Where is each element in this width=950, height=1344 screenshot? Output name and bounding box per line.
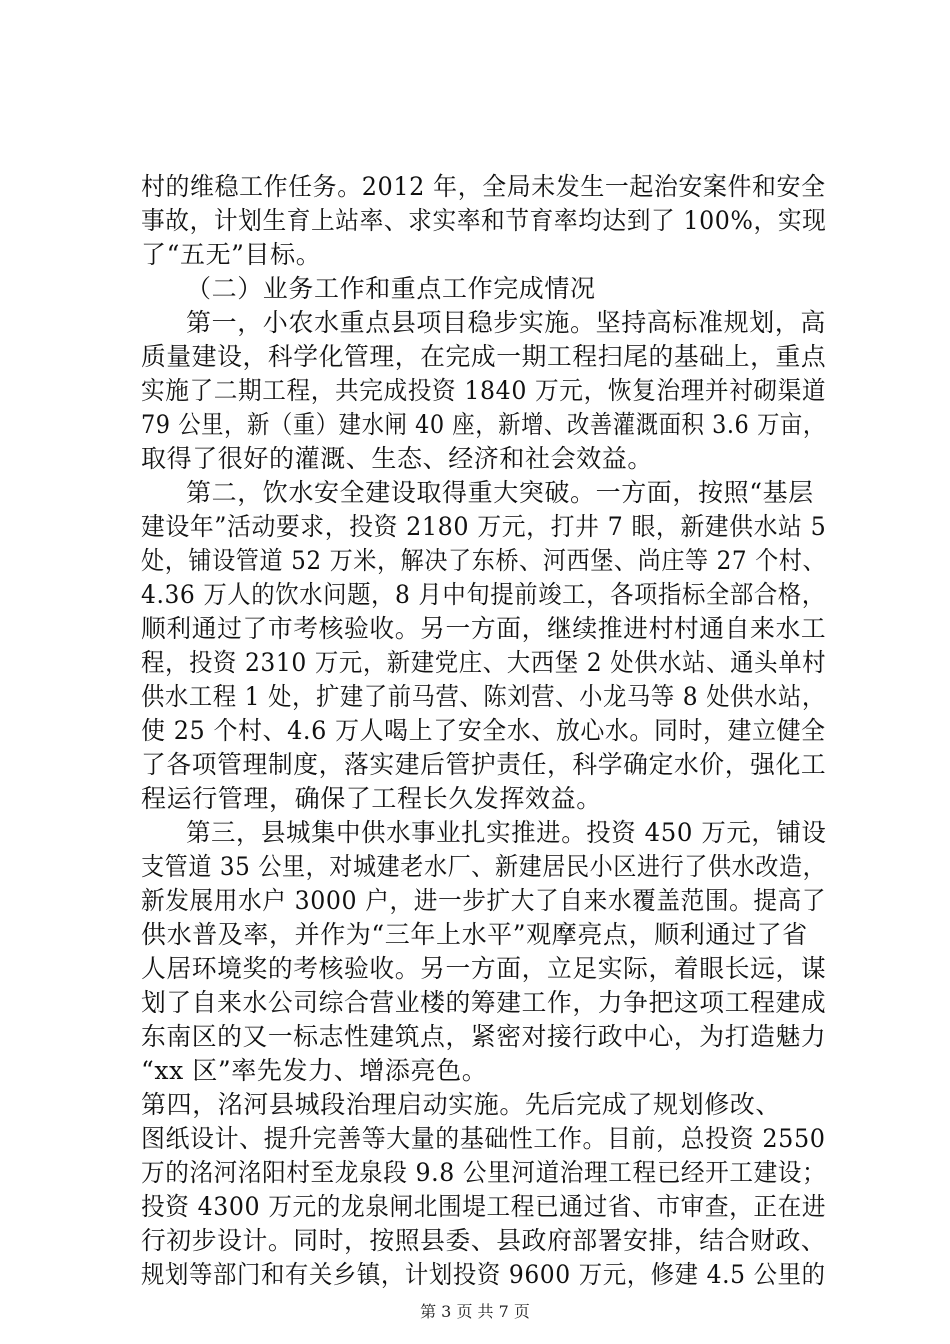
page-number-footer: 第 3 页 共 7 页 [420,1302,530,1321]
text-line: 投资 4300 万元的龙泉闸北围堤工程已通过省、市审查，正在进 [141,1192,827,1221]
text-line: 事故，计划生育上站率、求实率和节育率均达到了 100%，实现 [141,206,827,235]
text-line: 划了自来水公司综合营业楼的筹建工作，力争把这项工程建成 [141,988,827,1017]
text-line: 了各项管理制度，落实建后管护责任，科学确定水价，强化工 [141,750,827,779]
text-line: 人居环境奖的考核验收。另一方面，立足实际，着眼长远，谋 [141,954,827,983]
text-line: 新发展用水户 3000 户，进一步扩大了自来水覆盖范围。提高了 [141,886,827,915]
text-line: 实施了二期工程，共完成投资 1840 万元，恢复治理并衬砌渠道 [141,376,827,405]
text-line: 取得了很好的灌溉、生态、经济和社会效益。 [141,444,654,473]
text-line: 第一，小农水重点县项目稳步实施。坚持高标准规划，高 [186,308,827,337]
text-line: 79 公里，新（重）建水闸 40 座，新增、改善灌溉面积 3.6 万亩， [141,410,826,439]
text-line: 支管道 35 公里，对城建老水厂、新建居民小区进行了供水改造， [141,852,827,881]
text-line: 村的维稳工作任务。2012 年，全局未发生一起治安案件和安全 [141,172,826,201]
text-line: 第二，饮水安全建设取得重大突破。一方面，按照“基层 [186,478,814,507]
text-line: 第三，县城集中供水事业扎实推进。投资 450 万元，铺设 [186,818,827,847]
section-heading: （二）业务工作和重点工作完成情况 [186,274,596,303]
text-line: 处，铺设管道 52 万米，解决了东桥、河西堡、尚庄等 27 个村、 [141,546,827,575]
text-line: 使 25 个村、4.6 万人喝上了安全水、放心水。同时，建立健全 [141,716,826,745]
text-line: 东南区的又一标志性建筑点，紧密对接行政中心，为打造魅力 [141,1022,827,1051]
text-line: 图纸设计、提升完善等大量的基础性工作。目前，总投资 2550 [141,1124,826,1153]
text-line: 程运行管理，确保了工程长久发挥效益。 [141,784,602,813]
text-line: 了“五无”目标。 [141,240,322,269]
text-line: 第四，洺河县城段治理启动实施。先后完成了规划修改、 [141,1090,782,1119]
text-line: 程，投资 2310 万元，新建党庄、大西堡 2 处供水站、通头单村 [141,648,827,677]
text-line: 供水工程 1 处，扩建了前马营、陈刘营、小龙马等 8 处供水站， [141,682,826,711]
text-line: 质量建设，科学化管理，在完成一期工程扫尾的基础上，重点 [141,342,827,371]
text-line: 万的洺河洺阳村至龙泉段 9.8 公里河道治理工程已经开工建设； [141,1158,827,1187]
text-line: 建设年”活动要求，投资 2180 万元，打井 7 眼，新建供水站 5 [141,512,827,541]
text-line: 供水普及率，并作为“三年上水平”观摩亮点，顺利通过了省 [141,920,808,949]
text-line: 行初步设计。同时，按照县委、县政府部署安排，结合财政、 [141,1226,827,1255]
text-line: “xx 区”率先发力、增添亮色。 [141,1056,488,1085]
text-line: 规划等部门和有关乡镇，计划投资 9600 万元，修建 4.5 公里的 [141,1260,826,1289]
text-line: 顺利通过了市考核验收。另一方面，继续推进村村通自来水工 [141,614,827,643]
text-line: 4.36 万人的饮水问题，8 月中旬提前竣工，各项指标全部合格， [141,580,826,609]
